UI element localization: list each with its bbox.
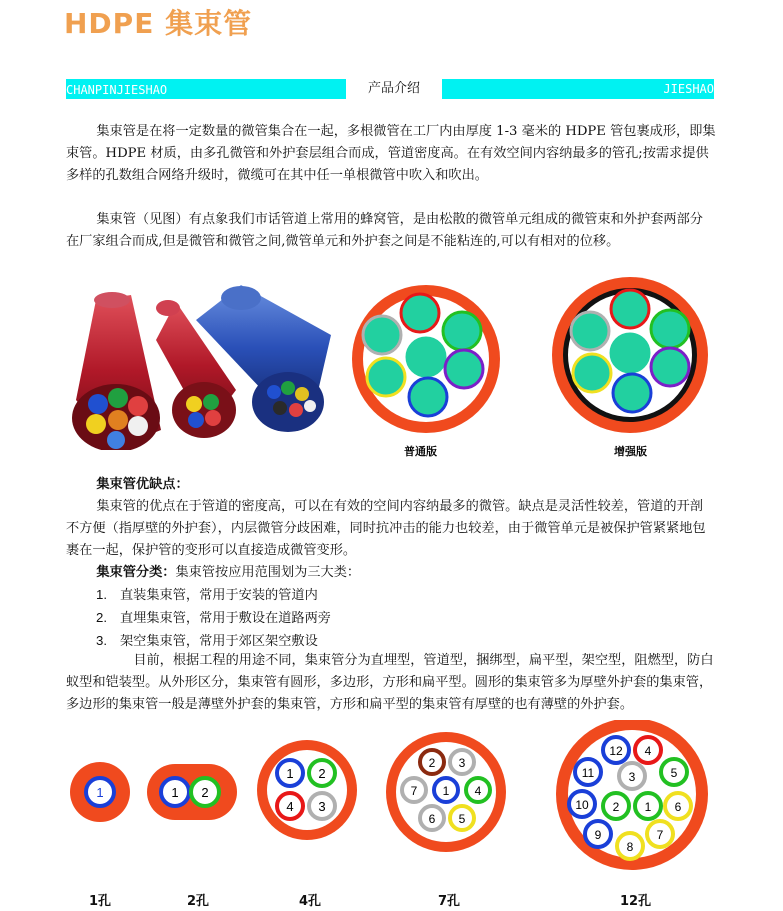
tube-number: 1 (96, 785, 104, 800)
classification-lead: 集束管按应用范围划为三大类： (175, 565, 361, 580)
intro-paragraph-1: 集束管是在将一定数量的微管集合在一起，多根微管在工厂内由厚度 1-3 毫米的 HDPE 管包裹成形，即集束管。HDPE 材质，由多孔微管和外护套层组合而成，管道密度高。在有效空间内容纳最多的管孔;按需求提供多样的孔数组合网络升级时，微缆可在其中任一单根微管中吹入和吹出。 (66, 124, 716, 183)
four-hole-diagram (257, 740, 357, 840)
svg-text:2: 2 (428, 756, 436, 770)
hole-label-2: 2孔 (187, 894, 210, 909)
svg-text:4: 4 (644, 744, 652, 758)
svg-text:4: 4 (286, 799, 294, 814)
svg-text:7: 7 (656, 828, 664, 842)
section-band-right (442, 79, 714, 99)
hole-count-diagrams (0, 720, 783, 890)
band-left-text: CHANPINJIESHAO (66, 83, 168, 97)
svg-text:9: 9 (594, 828, 602, 842)
normal-version-diagram (346, 283, 506, 463)
twelve-hole-diagram (556, 720, 708, 870)
svg-text:3: 3 (318, 799, 326, 814)
pros-cons-heading: 集束管优缺点： (96, 477, 189, 492)
svg-text:3: 3 (458, 756, 466, 770)
intro-paragraph-2: 集束管（见图）有点象我们市话管道上常用的蜂窝管，是由松散的微管单元组成的微管束和外护套两部分在厂家组合而成,但是微管和微管之间,微管单元和外护套之间是不能粘连的,可以有相对的位移。 (66, 212, 703, 249)
svg-text:2: 2 (318, 766, 326, 781)
list-item: 1. 直装集束管，常用于安装的管道内 (96, 587, 318, 603)
hole-label-12: 12孔 (620, 894, 652, 909)
svg-text:4: 4 (474, 784, 482, 798)
pros-cons-section (66, 474, 716, 496)
hole-label-4: 4孔 (299, 894, 322, 909)
one-hole-diagram (70, 762, 130, 822)
two-hole-diagram (147, 764, 237, 820)
normal-version-caption: 普通版 (404, 445, 437, 458)
svg-text:12: 12 (609, 744, 623, 758)
svg-text:6: 6 (428, 812, 436, 826)
enhanced-version-diagram (550, 275, 710, 465)
classification-tail: 目前，根据工程的用途不同，集束管分为直埋型，管道型，捆绑型，扁平型，架空型，阻燃型，防白蚁型和铠装型。从外形区分，集束管有圆形，多边形，方形和扁平型。圆形的集束管多为厚壁外护套的集束管，多边形的集束管一般是薄壁外护套的集束管，方形和扁平型的集束管有厚壁的也有薄壁的外护套。 (66, 653, 714, 712)
svg-text:1: 1 (286, 766, 294, 781)
svg-text:10: 10 (575, 798, 589, 812)
classification-list (96, 584, 331, 653)
section-band-title: 产品介绍 (346, 79, 442, 99)
list-item: 3. 架空集束管，常用于郊区架空敷设 (96, 633, 318, 649)
svg-text:1: 1 (644, 800, 652, 814)
svg-text:11: 11 (581, 766, 595, 780)
hole-label-1: 1孔 (89, 894, 112, 909)
svg-text:7: 7 (410, 784, 418, 798)
svg-text:2: 2 (201, 785, 209, 800)
product-photo (66, 280, 336, 450)
svg-text:5: 5 (458, 812, 466, 826)
svg-text:3: 3 (628, 770, 636, 784)
classification-intro (66, 562, 716, 584)
pros-cons-text: 集束管的优点在于管道的密度高，可以在有效的空间内容纳最多的微管。缺点是灵活性较差，管道的开剖不方便（指厚壁的外护套），内层微管分歧困难，同时抗冲击的能力也较差，由于微管单元是被保护管紧紧地包裹在一起，保护管的变形可以直接造成微管变形。 (66, 499, 706, 558)
svg-text:1: 1 (442, 784, 450, 798)
enhanced-version-caption: 增强版 (614, 445, 647, 458)
section-band-left (66, 79, 346, 99)
seven-hole-diagram (386, 732, 506, 852)
classification-heading: 集束管分类： (96, 565, 176, 580)
page-title: HDPE 集束管 (64, 7, 253, 40)
hole-label-7: 7孔 (438, 894, 461, 909)
band-right-text: JIESHAO (663, 82, 714, 96)
svg-text:6: 6 (674, 800, 682, 814)
svg-text:5: 5 (670, 766, 678, 780)
svg-text:1: 1 (171, 785, 179, 800)
svg-text:2: 2 (612, 800, 620, 814)
svg-text:8: 8 (626, 840, 634, 854)
list-item: 2. 直埋集束管，常用于敷设在道路两旁 (96, 610, 331, 626)
